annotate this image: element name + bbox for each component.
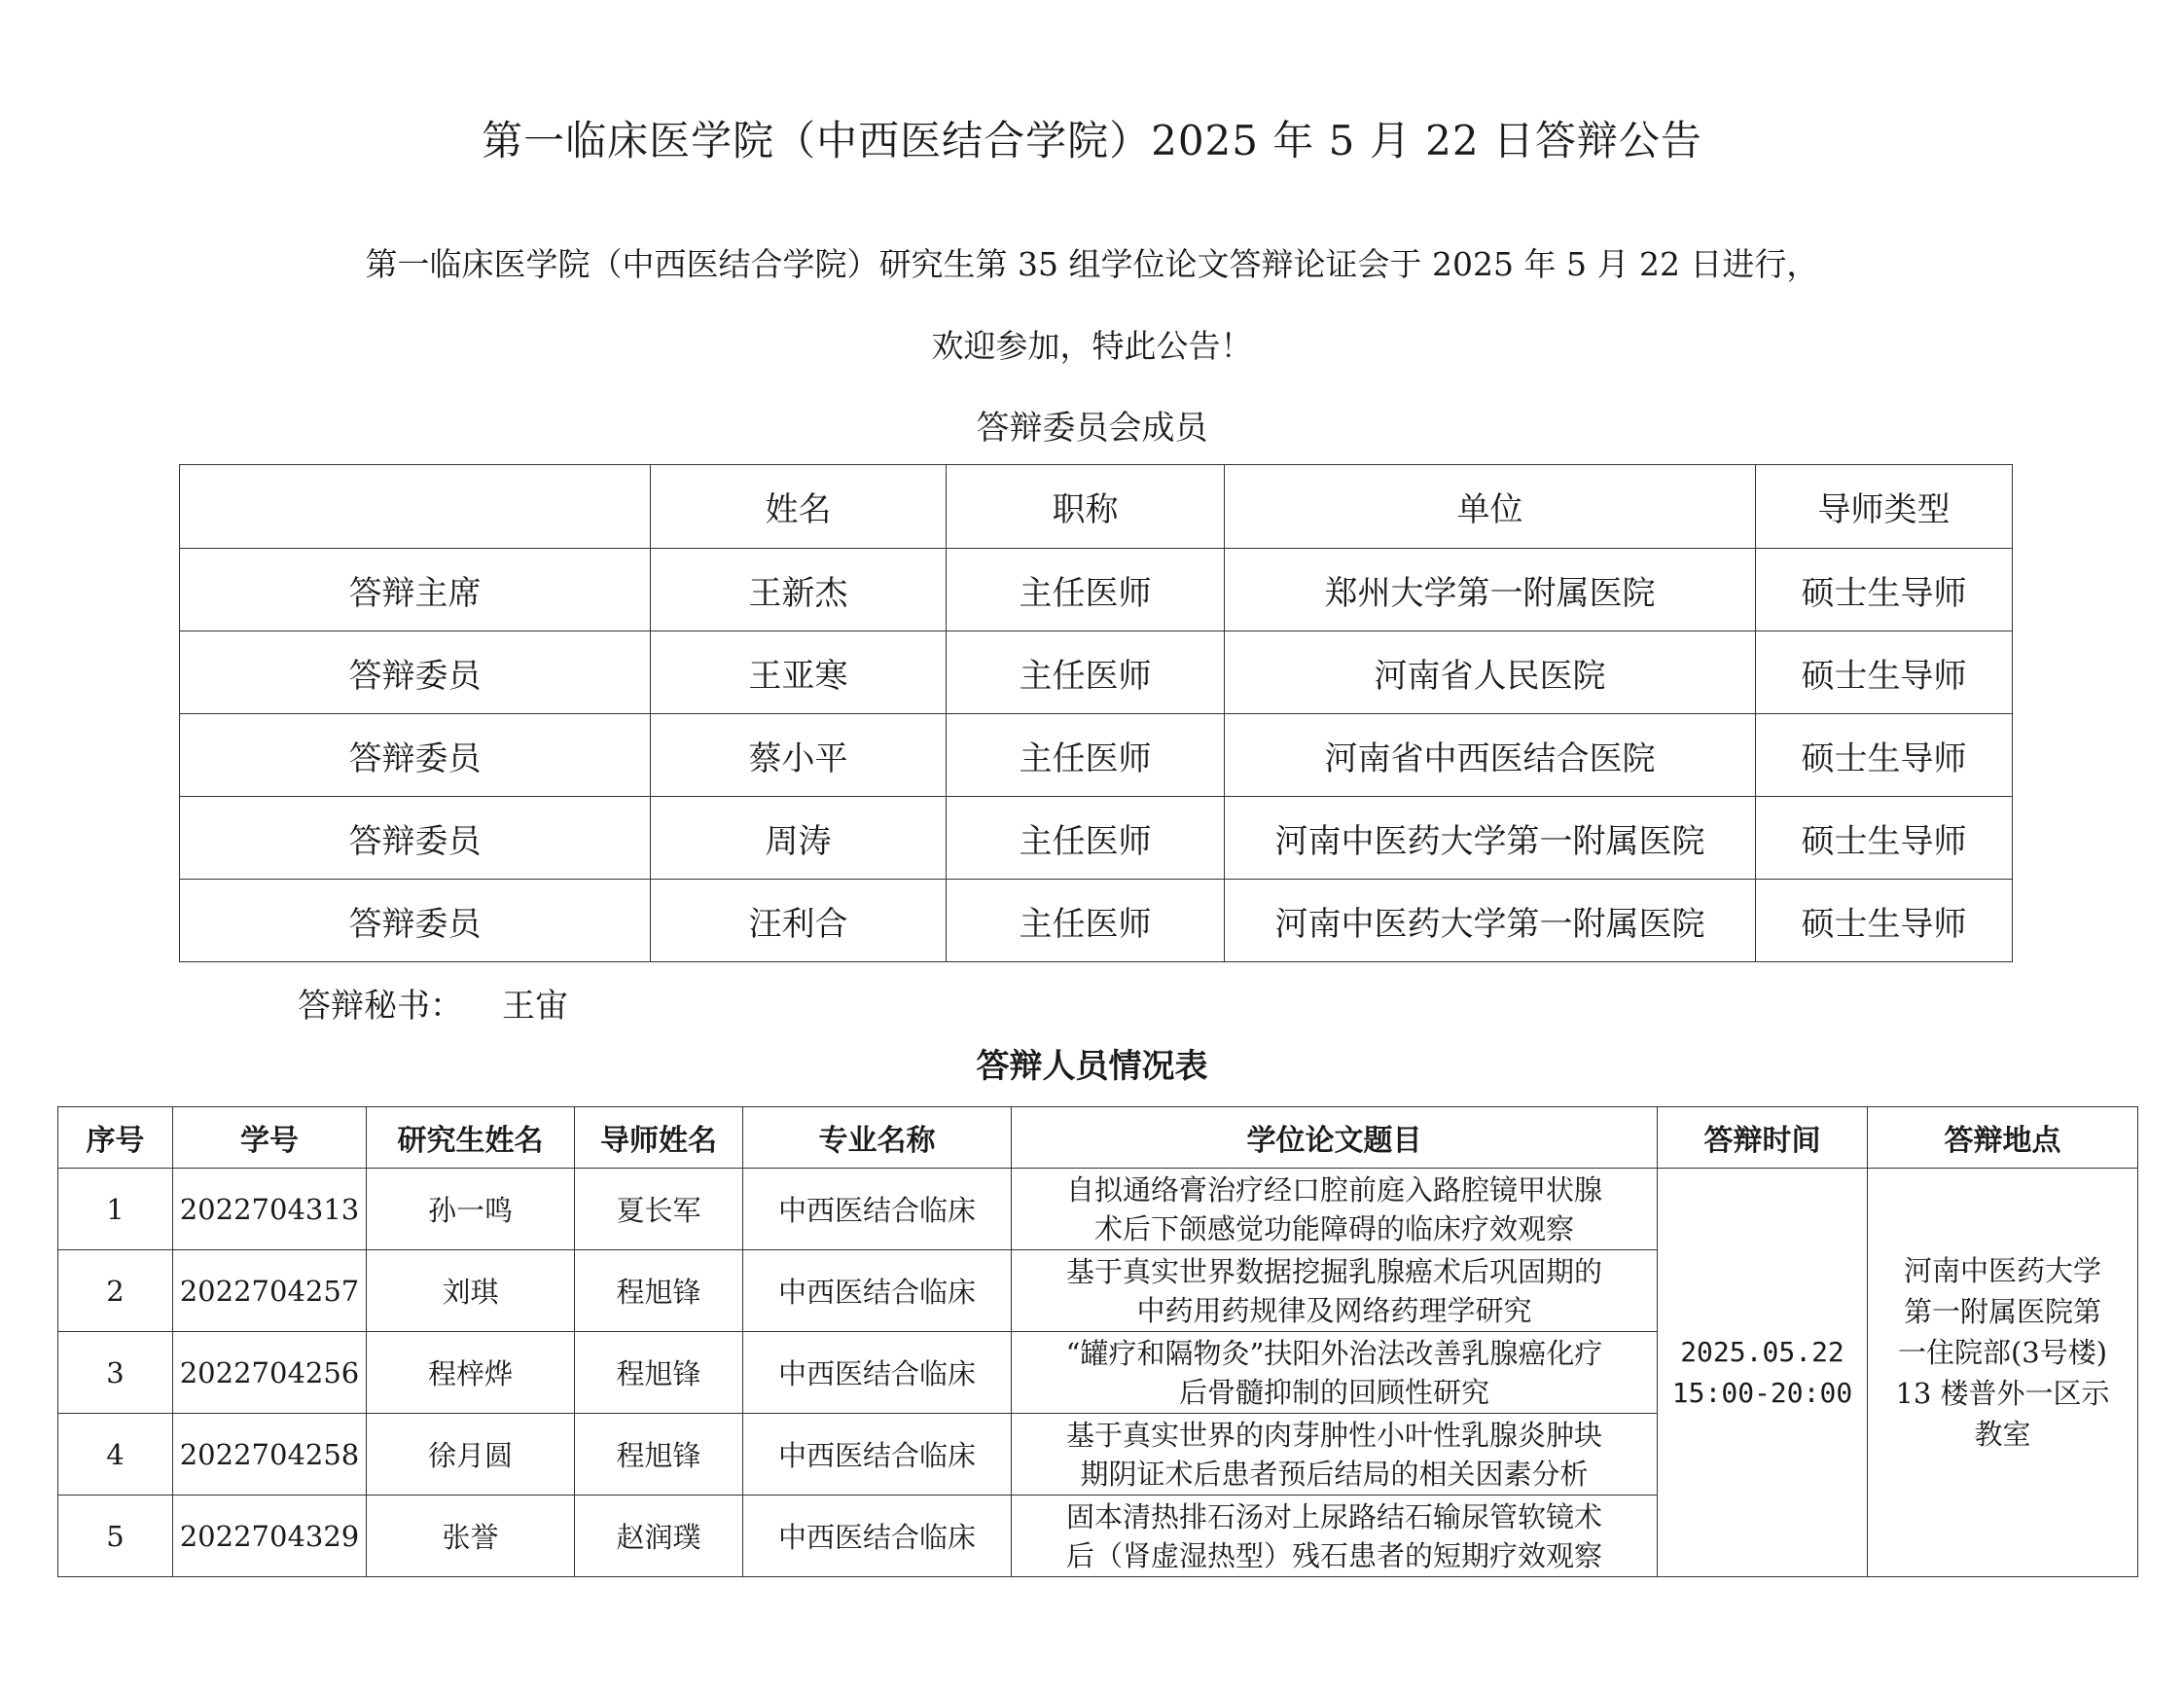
defense-place-line: 第一附属医院第 [1903,1294,2101,1328]
student-name: 刘琪 [367,1250,575,1332]
student-index: 5 [58,1496,173,1577]
committee-row [180,549,2013,631]
thesis-title-line: 后骨髓抑制的回顾性研究 [1178,1375,1489,1409]
student-id: 2022704257 [173,1250,367,1332]
student-name: 张誉 [367,1496,575,1577]
thesis-title-line: 中药用药规律及网络药理学研究 [1136,1293,1532,1327]
student-id: 2022704329 [173,1496,367,1577]
secretary-line [298,979,568,1027]
committee-header-unit: 单位 [1225,465,1756,549]
major-name: 中西医结合临床 [743,1414,1012,1496]
defense-place-line: 一住院部(3号楼) [1897,1335,2108,1369]
committee-unit: 河南省中西医结合医院 [1225,714,1756,797]
defense-date: 2025.05.22 [1680,1335,1844,1368]
thesis-title [1012,1250,1658,1332]
committee-heading: 答辩委员会成员 [976,409,1208,448]
committee-row [180,714,2013,797]
committee-name: 王亚寒 [651,631,947,714]
thesis-title [1012,1496,1658,1577]
committee-row [180,880,2013,962]
advisor-name: 夏长军 [575,1169,743,1250]
student-index: 3 [58,1332,173,1414]
thesis-title-line: 固本清热排石汤对上尿路结石输尿管软镜术 [1065,1499,1602,1533]
major-name: 中西医结合临床 [743,1496,1012,1577]
major-name: 中西医结合临床 [743,1169,1012,1250]
students-header-student-id: 学号 [173,1107,367,1169]
students-heading: 答辩人员情况表 [976,1047,1208,1086]
committee-advisor-type: 硕士生导师 [1756,880,2013,962]
student-index: 2 [58,1250,173,1332]
committee-advisor-type: 硕士生导师 [1756,631,2013,714]
table-row [58,1169,2138,1250]
thesis-title-line: 基于真实世界数据挖掘乳腺癌术后巩固期的 [1065,1254,1602,1288]
committee-role: 答辩委员 [180,797,651,880]
committee-name: 蔡小平 [651,714,947,797]
committee-row [180,797,2013,880]
student-id: 2022704313 [173,1169,367,1250]
student-index: 1 [58,1169,173,1250]
committee-role: 答辩委员 [180,880,651,962]
committee-title: 主任医师 [947,797,1225,880]
committee-title: 主任医师 [947,549,1225,631]
committee-header-name: 姓名 [651,465,947,549]
thesis-title-line: 基于真实世界的肉芽肿性小叶性乳腺炎肿块 [1065,1418,1602,1452]
advisor-name: 程旭锋 [575,1332,743,1414]
committee-table [179,464,2013,962]
defense-hours: 15:00-20:00 [1671,1376,1853,1409]
committee-name: 王新杰 [651,549,947,631]
students-header-student-name: 研究生姓名 [367,1107,575,1169]
advisor-name: 程旭锋 [575,1414,743,1496]
students-header-place: 答辩地点 [1868,1107,2138,1169]
committee-advisor-type: 硕士生导师 [1756,714,2013,797]
committee-title: 主任医师 [947,631,1225,714]
students-table [57,1106,2138,1577]
committee-name: 汪利合 [651,880,947,962]
thesis-title [1012,1414,1658,1496]
committee-header-title: 职称 [947,465,1225,549]
committee-role: 答辩委员 [180,631,651,714]
committee-role: 答辩主席 [180,549,651,631]
thesis-title [1012,1169,1658,1250]
thesis-title-line: 期阴证术后患者预后结局的相关因素分析 [1080,1457,1589,1491]
advisor-name: 赵润璞 [575,1496,743,1577]
intro-line-2: 欢迎参加，特此公告！ [931,327,1253,365]
thesis-title-line: 术后下颌感觉功能障碍的临床疗效观察 [1093,1211,1574,1245]
intro-line-1: 第一临床医学院（中西医结合学院）研究生第 35 组学位论文答辩论证会于 2025 年 5 月 22 日进行， [365,245,1819,283]
secretary-label: 答辩秘书： [298,987,463,1026]
advisor-name: 程旭锋 [575,1250,743,1332]
thesis-title-line: 后（肾虚湿热型）残石患者的短期疗效观察 [1065,1538,1602,1572]
thesis-title-line: “罐疗和隔物灸”扶阳外治法改善乳腺癌化疗 [1065,1336,1603,1370]
students-header-index: 序号 [58,1107,173,1169]
committee-title: 主任医师 [947,714,1225,797]
committee-unit: 河南中医药大学第一附属医院 [1225,797,1756,880]
defense-time [1658,1169,1868,1577]
committee-advisor-type: 硕士生导师 [1756,797,2013,880]
student-id: 2022704258 [173,1414,367,1496]
committee-title: 主任医师 [947,880,1225,962]
student-name: 徐月圆 [367,1414,575,1496]
student-id: 2022704256 [173,1332,367,1414]
committee-name: 周涛 [651,797,947,880]
students-header-row [58,1107,2138,1169]
students-header-major: 专业名称 [743,1107,1012,1169]
students-header-advisor: 导师姓名 [575,1107,743,1169]
student-name: 孙一鸣 [367,1169,575,1250]
committee-unit: 河南中医药大学第一附属医院 [1225,880,1756,962]
students-header-time: 答辩时间 [1658,1107,1868,1169]
committee-advisor-type: 硕士生导师 [1756,549,2013,631]
page-title: 第一临床医学院（中西医结合学院）2025 年 5 月 22 日答辩公告 [482,117,1702,164]
student-index: 4 [58,1414,173,1496]
committee-header-row [180,465,2013,549]
thesis-title-line: 自拟通络膏治疗经口腔前庭入路腔镜甲状腺 [1065,1172,1602,1207]
secretary-name: 王宙 [502,987,568,1026]
thesis-title [1012,1332,1658,1414]
defense-place-line: 河南中医药大学 [1903,1253,2101,1287]
defense-place-line: 教室 [1974,1417,2031,1451]
defense-place-line: 13 楼普外一区示 [1895,1376,2110,1410]
committee-role: 答辩委员 [180,714,651,797]
committee-unit: 郑州大学第一附属医院 [1225,549,1756,631]
committee-header-advisor-type: 导师类型 [1756,465,2013,549]
committee-header-role [180,465,651,549]
major-name: 中西医结合临床 [743,1250,1012,1332]
major-name: 中西医结合临床 [743,1332,1012,1414]
committee-unit: 河南省人民医院 [1225,631,1756,714]
students-header-thesis: 学位论文题目 [1012,1107,1658,1169]
student-name: 程梓烨 [367,1332,575,1414]
committee-row [180,631,2013,714]
defense-place [1868,1169,2138,1577]
